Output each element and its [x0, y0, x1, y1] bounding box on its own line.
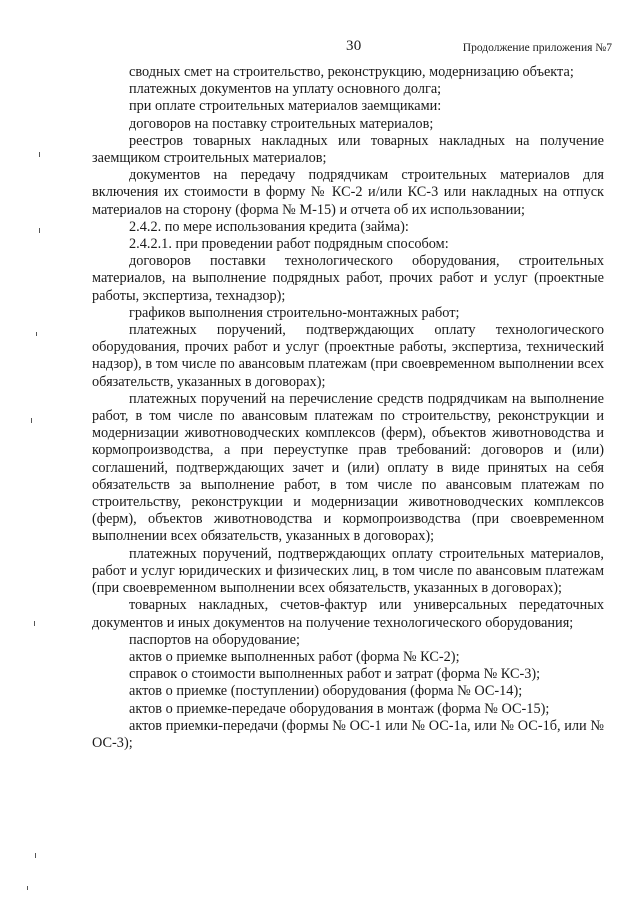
paragraph: паспортов на оборудование;	[129, 631, 300, 648]
scan-mark	[31, 418, 32, 423]
scan-mark	[34, 621, 35, 626]
scan-mark	[39, 228, 40, 233]
paragraph: договоров на поставку строительных материалов;	[129, 115, 434, 132]
paragraph: товарных накладных, счетов-фактур или универсальных передаточных документов и иных документов на получение технологического оборудования;	[92, 597, 604, 631]
paragraph: платежных документов на уплату основного долга;	[129, 81, 442, 98]
scan-mark	[27, 886, 28, 890]
paragraph: реестров товарных накладных или товарных накладных на получение заемщиком строительных материалов;	[92, 132, 604, 167]
body-text	[92, 64, 604, 752]
paragraph: актов о приемке-передаче оборудования в монтаж (форма № ОС-15);	[129, 700, 550, 717]
scan-mark	[36, 332, 37, 336]
paragraph: 2.4.2.1. при проведении работ подрядным способом:	[129, 236, 449, 253]
paragraph: документов на передачу подрядчикам строительных материалов для включения их стоимости в форму № КС-2 и/или КС-3 или накладных на отпуск материалов на сторону (форма № М-15) и отчета об их использовании;	[92, 167, 604, 218]
paragraph: актов о приемке (поступлении) оборудования (форма № ОС-14);	[129, 683, 523, 700]
paragraph: справок о стоимости выполненных работ и затрат (форма № КС-3);	[129, 666, 541, 683]
scan-mark	[39, 152, 40, 157]
page-number: 30	[346, 38, 362, 54]
paragraph: при оплате строительных материалов заемщиками:	[129, 98, 442, 115]
paragraph: актов о приемке выполненных работ (форма № КС-2);	[129, 648, 460, 665]
paragraph: платежных поручений, подтверждающих оплату технологического оборудования, прочих работ и услуг (проектные работы, экспертиза, технический надзор), в том числе по авансовым платежам (при своевременном выполнении всех обязательств, указанных в договорах);	[92, 322, 604, 390]
paragraph: графиков выполнения строительно-монтажных работ;	[129, 304, 460, 321]
scan-mark	[35, 853, 36, 858]
paragraph: платежных поручений, подтверждающих оплату строительных материалов, работ и услуг юридических и физических лиц, в том числе по авансовым платежам (при своевременном выполнении всех обязательств, указанных в договорах);	[92, 545, 604, 597]
paragraph: платежных поручений на перечисление средств подрядчикам на выполнение работ, в том числе по авансовым платежам по строительству, реконструкции и модернизации животноводческих комплексов (ферм), объектов животноводства и кормопроизводства, а при переуступке прав требований: договоров и (или) соглашений, подтверждающих зачет и (или) оплату в виде принятых на себя обязательств за выполнение работ, в том числе по авансовым платежам по строительству, реконструкции и модернизации животноводческих комплексов (ферм), объектов животноводства и кормопроизводства (при своевременном выполнении всех обязательств, указанных в договорах);	[92, 390, 604, 545]
paragraph: 2.4.2. по мере использования кредита (займа):	[129, 218, 409, 235]
paragraph: сводных смет на строительство, реконструкцию, модернизацию объекта;	[129, 64, 574, 80]
paragraph: договоров поставки технологического оборудования, строительных материалов, на выполнение подрядных работ, прочих работ и услуг (проектные работы, экспертиза, технадзор);	[92, 253, 604, 304]
paragraph: актов приемки-передачи (формы № ОС-1 или № ОС-1а, или № ОС-1б, или № ОС-3);	[92, 717, 604, 751]
running-title: Продолжение приложения №7	[462, 42, 612, 54]
